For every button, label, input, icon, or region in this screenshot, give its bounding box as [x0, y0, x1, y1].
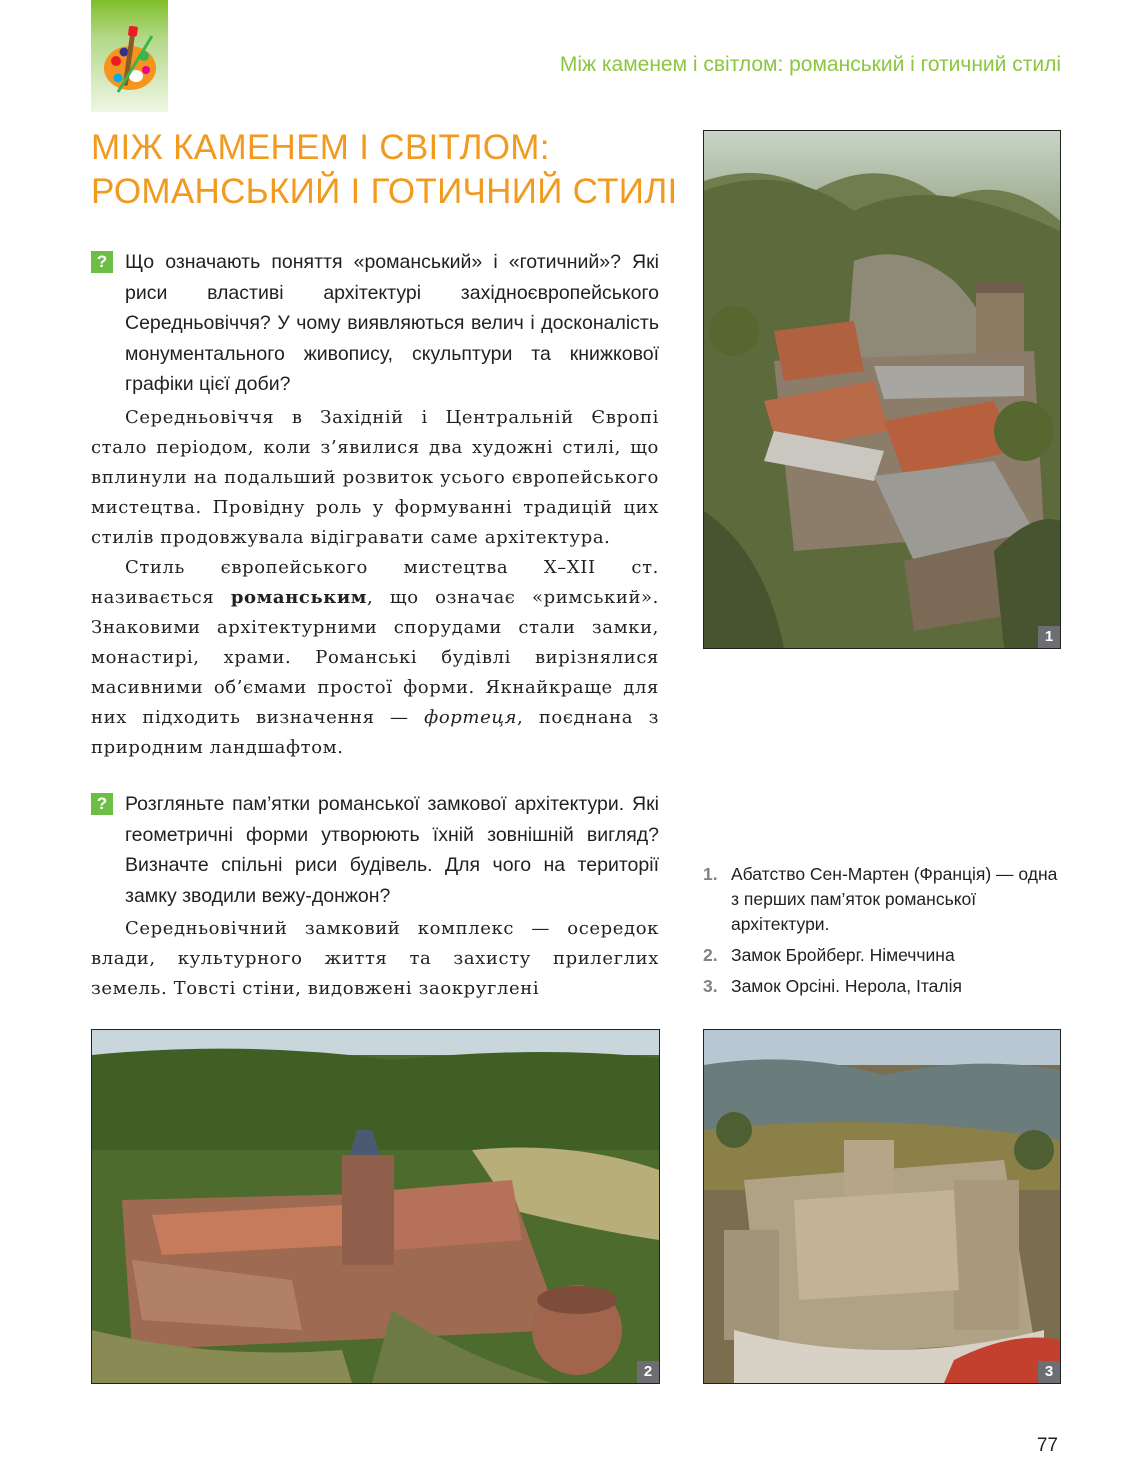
question-mark-icon: ? — [91, 251, 113, 273]
term-fortress: фортеця — [424, 707, 518, 728]
question-block-2 — [91, 789, 659, 911]
caption-text: Абатство Сен-Мартен (Франція) — одна з перших пам’яток романської архітектури. — [731, 864, 1058, 934]
caption-number: 3. — [703, 976, 718, 996]
image-number-badge: 2 — [637, 1361, 659, 1383]
term-romanesque: романським — [230, 587, 368, 608]
body-text-2 — [91, 914, 659, 1004]
question-text-1: Що означають поняття «романський» і «готичний»? Які риси властиві архітектурі західноєвропейського Середньовіччя? У чому виявляються велич і досконалість монументального живопису, скульптури та книжкової графіки цієї доби? — [125, 251, 659, 395]
page-title-line-2: РОМАНСЬКИЙ І ГОТИЧНИЙ СТИЛІ — [91, 172, 678, 211]
palette-brush-icon — [100, 26, 160, 96]
question-text-2: Розгляньте пам’ятки романської замкової архітектури. Які геометричні форми утворюють їхній зовнішній вигляд? Визначте спільні риси будівель. Для чого на території замку зводили вежу-донжон? — [125, 793, 659, 907]
image-number-badge: 3 — [1038, 1361, 1060, 1383]
body-text-1 — [91, 403, 659, 763]
abbey-illustration — [704, 131, 1060, 648]
caption-number: 1. — [703, 864, 718, 884]
photo-abbey-saint-martin — [703, 130, 1061, 649]
page-title-line-1: МІЖ КАМЕНЕМ І СВІТЛОМ: — [91, 128, 550, 167]
question-mark-icon: ? — [91, 793, 113, 815]
castle-illustration-3 — [704, 1030, 1060, 1383]
photo-breuberg-castle — [91, 1029, 660, 1384]
paragraph-1: Середньовіччя в Західній і Центральній Європі стало періодом, коли з’явилися два художні стилі, що вплинули на подальший розвиток усього європейського мистецтва. Провідну роль у формуванні традицій цих стилів продовжувала відігравати саме архітектура. — [91, 407, 659, 548]
question-block-1 — [91, 247, 659, 400]
page-title — [91, 126, 678, 214]
caption-number: 2. — [703, 945, 718, 965]
caption-3 — [703, 974, 1063, 999]
running-head: Між каменем і світлом: романський і готичний стилі — [559, 53, 1061, 76]
page-number: 77 — [1036, 1435, 1058, 1456]
caption-2 — [703, 943, 1063, 968]
caption-text: Замок Орсіні. Нерола, Італія — [731, 976, 962, 996]
paragraph-3: Середньовічний замковий комплекс — осередок влади, культурного життя та захисту прилеглих земель. Товсті стіни, видовжені заокруглені — [91, 918, 659, 999]
image-captions — [703, 862, 1063, 1005]
castle-illustration-2 — [92, 1030, 659, 1383]
caption-1 — [703, 862, 1063, 937]
photo-orsini-castle — [703, 1029, 1061, 1384]
caption-text: Замок Бройберг. Німеччина — [731, 945, 955, 965]
image-number-badge: 1 — [1038, 626, 1060, 648]
paragraph-2: Стиль європейського мистецтва X–XII ст. називається романським, що означає «римський». Знаковими архітектурними спорудами стали замки, монастирі, храми. Романські будівлі вирізнялися масивними об’ємами простої форми. Якнайкраще для них підходить визначення — фортеця, поєднана з природним ландшафтом. — [91, 557, 659, 758]
